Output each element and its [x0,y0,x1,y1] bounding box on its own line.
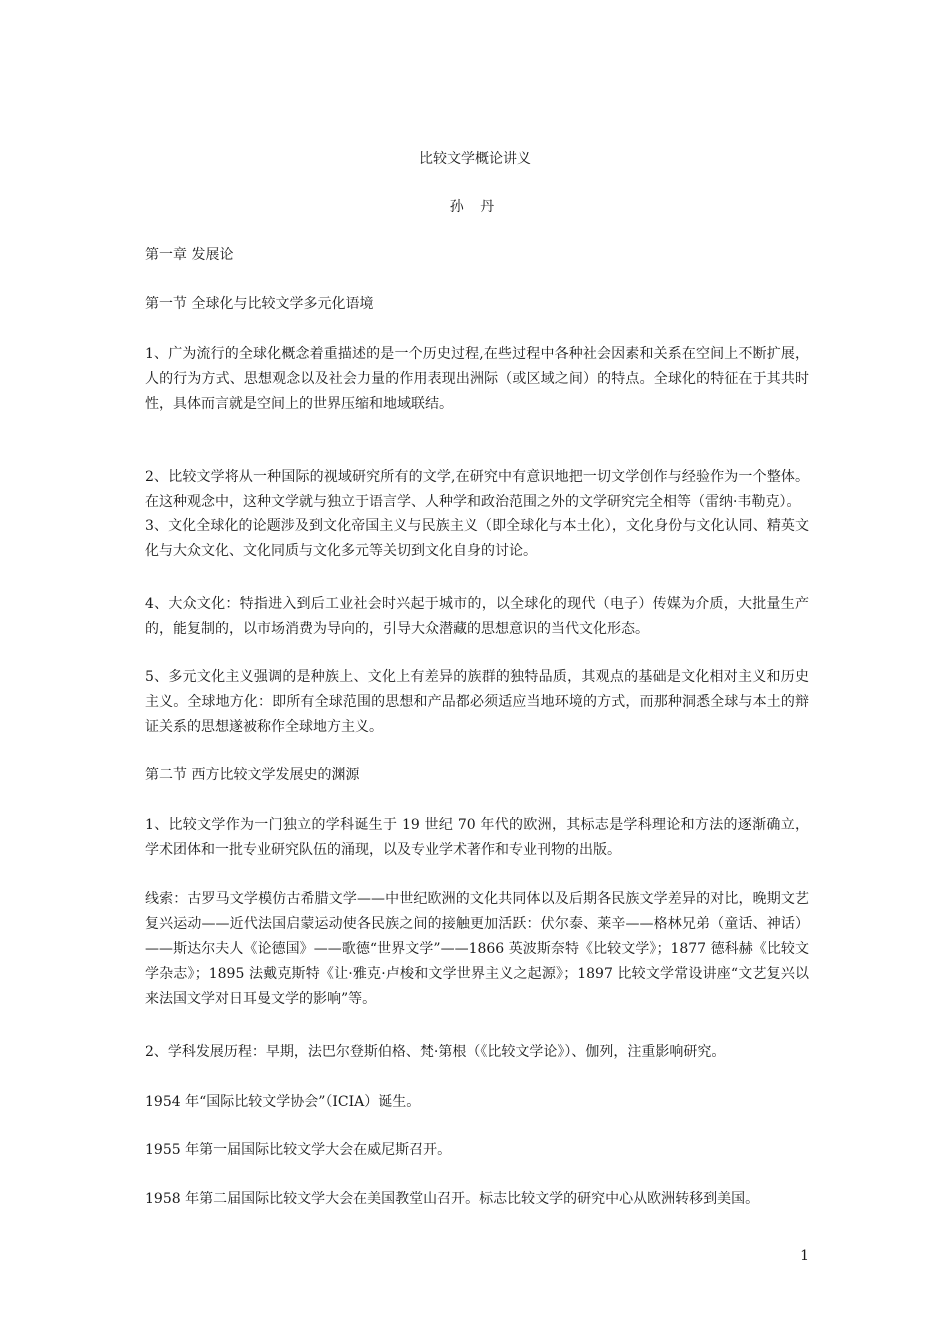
paragraph: 1955 年第一届国际比较文学大会在威尼斯召开。 [145,1142,452,1158]
page-number: 1 [800,1248,809,1264]
paragraph: 1、比较文学作为一门独立的学科诞生于 19 世纪 70 年代的欧洲，其标志是学科理论和方法的逐渐确立，学术团体和一批专业研究队伍的涌现，以及专业学术著作和专业刊物的出版。 [145,817,809,858]
section-heading: 第二节 西方比较文学发展史的渊源 [145,767,360,783]
paragraph: 线索：古罗马文学模仿古希腊文学——中世纪欧洲的文化共同体以及后期各民族文学差异的对比，晚期文艺复兴运动——近代法国启蒙运动使各民族之间的接触更加活跃：伏尔泰、莱辛——格林兄弟（童话、神话）——斯达尔夫人《论德国》——歌德“世界文学”——1866 英波斯奈特《比较文学》；1877 德科赫《比较文学杂志》；1895 法戴克斯特《让·雅克·卢梭和文学世界主义之起源》；1897 比较文学常设讲座“文艺复兴以来法国文学对日耳曼文学的影响”等。 [145,891,809,1007]
document-title: 比较文学概论讲义 [419,151,531,167]
paragraph: 1、广为流行的全球化概念着重描述的是一个历史过程,在些过程中各种社会因素和关系在空间上不断扩展，人的行为方式、思想观念以及社会力量的作用表现出洲际（或区域之间）的特点。全球化的特征在于其共时性，具体而言就是空间上的世界压缩和地域联结。 [145,346,809,412]
paragraph: 1958 年第二届国际比较文学大会在美国教堂山召开。标志比较文学的研究中心从欧洲转移到美国。 [145,1191,760,1207]
paragraph: 2、学科发展历程：早期，法巴尔登斯伯格、梵·第根（《比较文学论》）、伽列，注重影响研究。 [145,1044,726,1060]
paragraph: 1954 年“国际比较文学协会”（ICIA）诞生。 [145,1094,421,1110]
chapter-heading: 第一章 发展论 [145,247,234,263]
document-author: 孙 丹 [449,199,501,215]
paragraph: 3、文化全球化的论题涉及到文化帝国主义与民族主义（即全球化与本土化），文化身份与文化认同、精英文化与大众文化、文化同质与文化多元等关切到文化自身的讨论。 [145,518,809,559]
paragraph: 2、比较文学将从一种国际的视域研究所有的文学,在研究中有意识地把一切文学创作与经验作为一个整体。在这种观念中，这种文学就与独立于语言学、人种学和政治范围之外的文学研究完全相等（雷纳·韦勒克）。 [145,469,809,510]
paragraph: 5、多元文化主义强调的是种族上、文化上有差异的族群的独特品质，其观点的基础是文化相对主义和历史主义。全球地方化：即所有全球范围的思想和产品都必须适应当地环境的方式，而那种洞悉全球与本土的辩证关系的思想遂被称作全球地方主义。 [145,669,809,735]
section-heading: 第一节 全球化与比较文学多元化语境 [145,296,374,312]
paragraph: 4、大众文化：特指进入到后工业社会时兴起于城市的，以全球化的现代（电子）传媒为介质，大批量生产的，能复制的，以市场消费为导向的，引导大众潜藏的思想意识的当代文化形态。 [145,596,809,637]
